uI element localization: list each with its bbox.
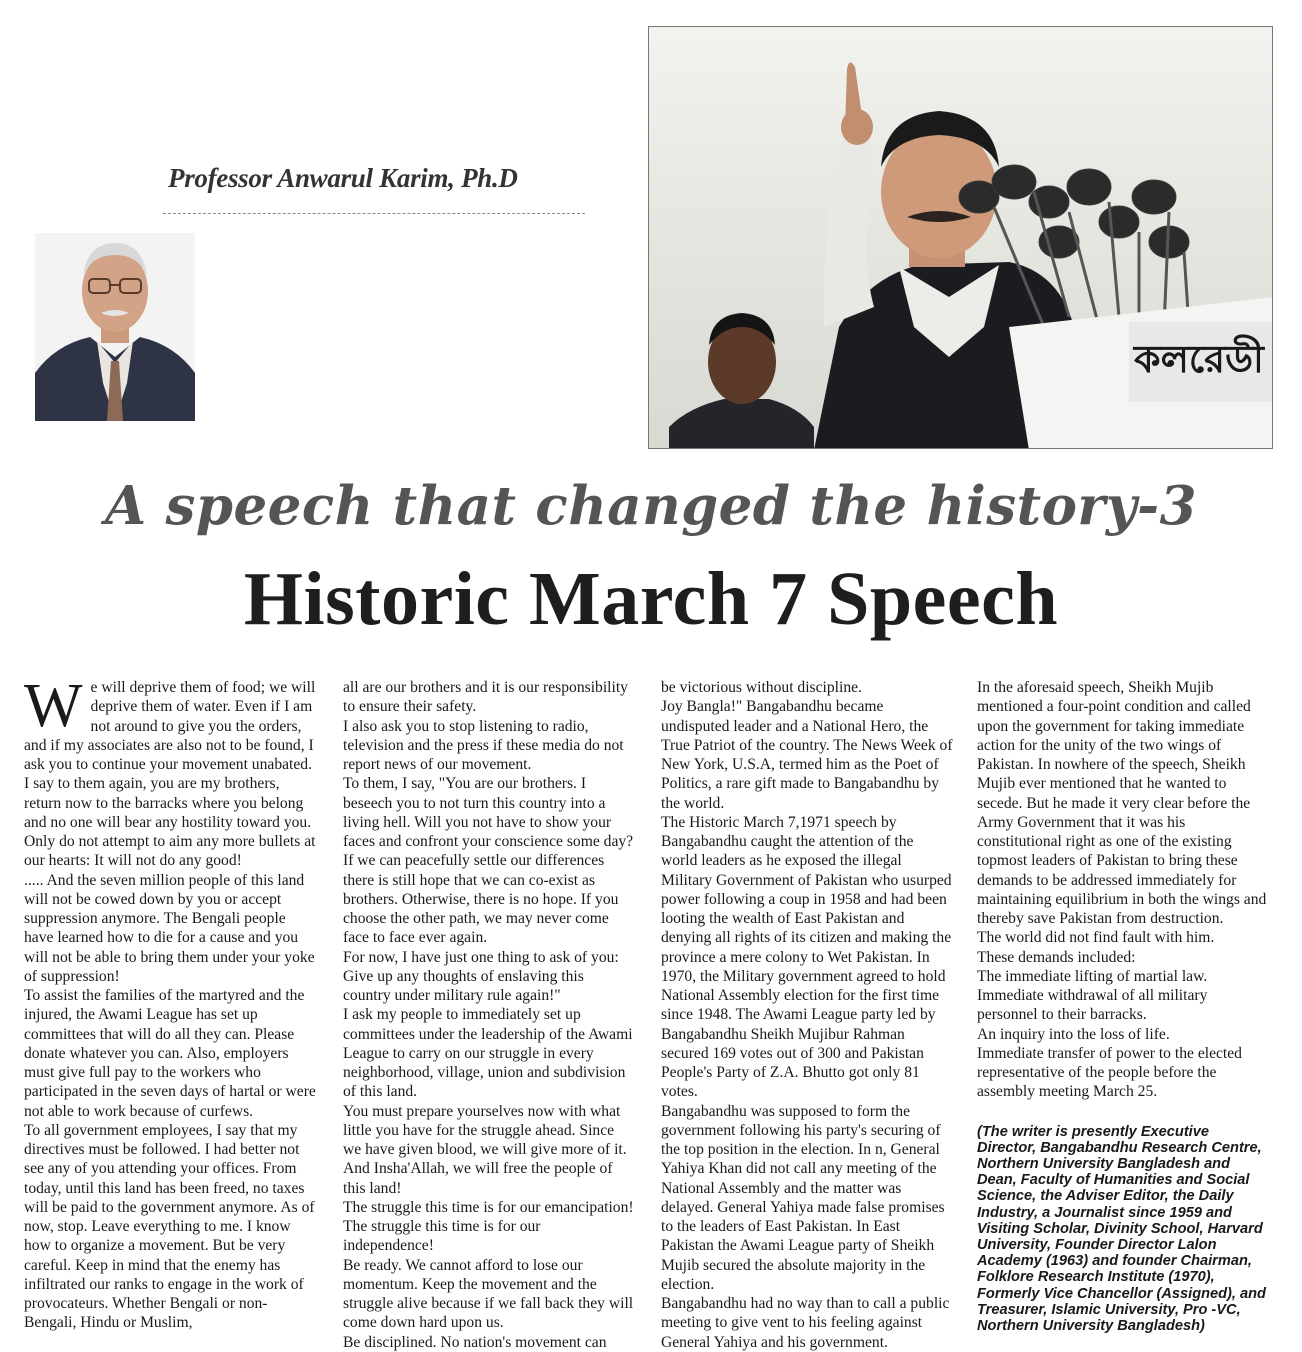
paragraph: Bangabandhu had no way than to call a public meeting to give vent to his feeling against General Yahiya and his government. xyxy=(661,1295,950,1351)
author-byline: Professor Anwarul Karim, Ph.D xyxy=(168,163,518,193)
paragraph: For now, I have just one thing to ask of you: Give up any thoughts of enslaving this country under military rule again!" xyxy=(343,948,619,1004)
article-kicker: A speech that changed the history-3 xyxy=(104,475,1198,537)
paragraph: I say to them again, you are my brothers, return now to the barracks where you belong and no one will bear any hostility toward you. Only do not attempt to aim any more bullets at our hearts: It will not do any good! xyxy=(24,775,316,870)
paragraph: To all government employees, I say that my directives must be followed. I had better not see any of you attending your offices. From today, until this land has been freed, no taxes will be paid to the government anymore. As of now, stop. Leave everything to me. I know how to organize a movement. But be very careful. Keep in mind that the enemy has infiltrated our ranks to engage in the work of provocateurs. Whether Bengali or non-Bengali, Hindu or Muslim, xyxy=(24,1121,315,1332)
paragraph: I ask my people to immediately set up committees under the leadership of the Awami League to carry on our struggle in every neighborhood, village, union and subdivision of this land. xyxy=(343,1006,633,1101)
paragraph: I also ask you to stop listening to radio, television and the press if these media do not report news of our movement. xyxy=(343,717,624,773)
author-portrait xyxy=(35,233,195,421)
paragraph: e will deprive them of food; we will deprive them of water. Even if I am not around to give you the orders, and if my associates are also not to be found, I ask you to continue your movement unabated. xyxy=(24,679,316,773)
paragraph: Be disciplined. No nation's movement can xyxy=(343,1333,607,1351)
podium-sign-text: কলরেডী xyxy=(1134,337,1264,381)
paragraph: If we can peacefully settle our differences there is still hope that we can co-exist as brothers. Otherwise, there is no hope. If you choose the other path, we may never come face to face ever again. xyxy=(343,852,619,947)
article-column-3 xyxy=(661,678,953,1352)
speech-photo xyxy=(648,26,1273,449)
paragraph: Immediate transfer of power to the elected representative of the people before the assembly meeting March 25. xyxy=(977,1044,1242,1101)
paragraph: These demands included: xyxy=(977,948,1136,966)
paragraph: The immediate lifting of martial law. xyxy=(977,967,1208,985)
paragraph: Bangabandhu was supposed to form the government following his party's securing of the top position in the election. In n, General Yahiya Khan did not call any meeting of the National Assembly and the matter was delayed. General Yahiya made false promises to the leaders of East Pakistan. In East Pakistan the Awami League party of Sheikh Mujib secured the absolute majority in the election. xyxy=(661,1102,945,1293)
paragraph: Immediate withdrawal of all military personnel to their barracks. xyxy=(977,987,1208,1024)
paragraph: Be ready. We cannot afford to lose our momentum. Keep the movement and the struggle alive because if we fall back they will come down hard upon us. xyxy=(343,1256,634,1332)
paragraph: To assist the families of the martyred and the injured, the Awami League has set up committees that will do all they can. Please donate whatever you can. Also, employers must give full pay to the workers who participated in the seven days of hartal or were not able to work because of curfews. xyxy=(24,987,316,1120)
article-column-2 xyxy=(343,678,635,1352)
paragraph: An inquiry into the loss of life. xyxy=(977,1025,1170,1043)
paragraph: Joy Bangla!" Bangabandhu became undisputed leader and a National Hero, the True Patriot of the country. The News Week of New York, U.S.A, termed him as the Poet of Politics, a rare gift made to Bangabandhu by the world. xyxy=(661,698,953,812)
paragraph: The world did not find fault with him. xyxy=(977,929,1215,947)
byline-divider xyxy=(163,213,585,214)
paragraph: The struggle this time is for our emancipation! The struggle this time is for our independence! xyxy=(343,1198,634,1255)
paragraph: The Historic March 7,1971 speech by Bangabandhu caught the attention of the world leaders as he exposed the illegal Military Government of Pakistan who usurped power following a coup in 1958 and had been looting the wealth of East Pakistan and denying all rights of its citizen and making the province a mere colony to Wet Pakistan. In 1970, the Military government agreed to hold National Assembly election for the first time since 1948. The Awami League party led by Bangabandhu Sheikh Mujibur Rahman secured 169 votes out of 300 and Pakistan People's Party of Z.A. Bhutto got only 81 votes. xyxy=(661,813,952,1101)
article-column-1 xyxy=(24,672,316,1333)
paragraph: You must prepare yourselves now with what little you have for the struggle ahead. Since we have given blood, we will give more of it. And Insha'Allah, we will free the people of this land! xyxy=(343,1102,627,1197)
drop-cap: W xyxy=(24,672,83,740)
article-column-4 xyxy=(977,678,1269,1334)
paragraph: To them, I say, "You are our brothers. I beseech you to not turn this country into a living hell. Will you not have to show your faces and confront your conscience some day? xyxy=(343,775,634,850)
article-headline: Historic March 7 Speech xyxy=(243,557,1059,641)
paragraph: In the aforesaid speech, Sheikh Mujib mentioned a four-point condition and called upon the government for taking immediate action for the unity of the two wings of Pakistan. In nowhere of the speech, Sheikh Mujib ever mentioned that he wanted to secede. But he made it very clear before the Army Government that it was his constitutional right as one of the existing topmost leaders of Pakistan to bring these demands to be addressed immediately for maintaining equilibrium in both the wings and thereby save Pakistan from destruction. xyxy=(977,679,1267,927)
paragraph: be victorious without discipline. xyxy=(661,679,862,696)
paragraph: all are our brothers and it is our responsibility to ensure their safety. xyxy=(343,679,628,716)
writer-note: (The writer is presently Executive Director, Bangabandhu Research Centre, Northern University Bangladesh and Dean, Faculty of Humanities and Social Science, the Adviser Editor, the Daily Industry, a Journalist since 1959 and Visiting Scholar, Divinity School, Harvard University, Founder Director Lalon Academy (1963) and founder Chairman, Folklore Research Institute (1970), Formerly Vice Chancellor (Assigned), and Treasurer, Islamic University, Pro -VC, Northern University Bangladesh) xyxy=(977,1123,1266,1334)
paragraph: ..... And the seven million people of this land will not be cowed down by you or accept suppression anymore. The Bengali people have learned how to die for a cause and you will not be able to bring them under your yoke of suppression! xyxy=(24,871,315,985)
